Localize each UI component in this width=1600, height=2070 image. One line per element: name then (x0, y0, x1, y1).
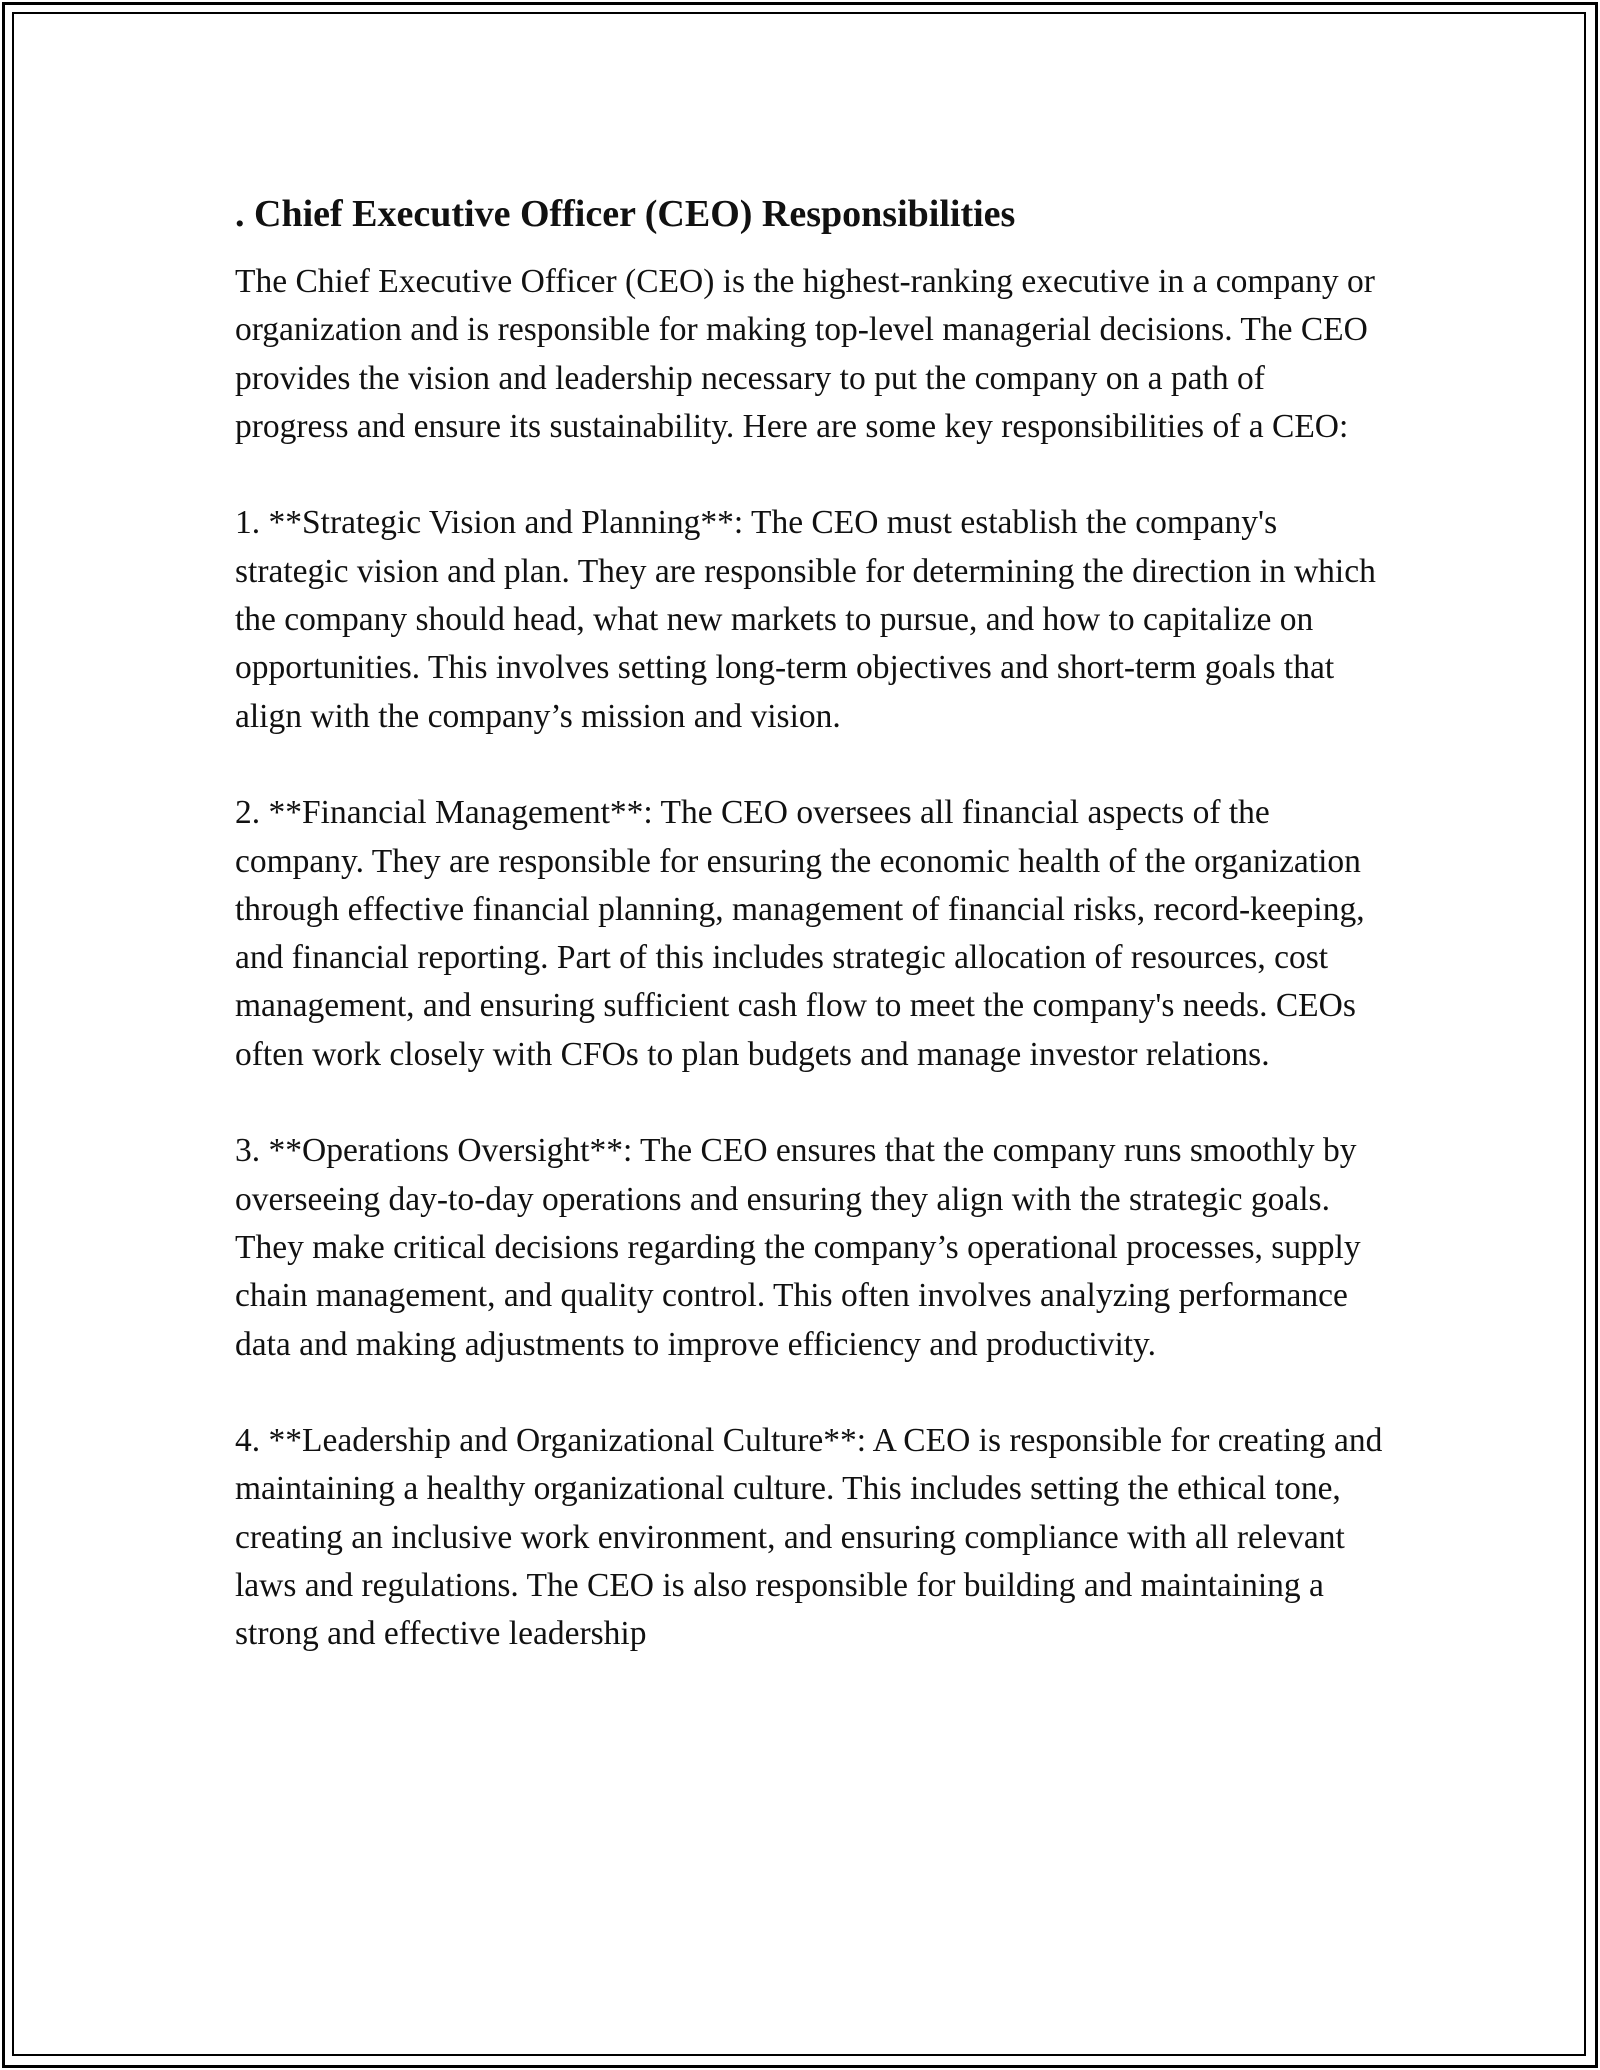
intro-paragraph: The Chief Executive Officer (CEO) is the highest-ranking executive in a company or organization and is responsible for making top-level managerial decisions. The CEO provides the vision and leadership necessary to put the company on a path of progress and ensure its sustainability. Here are some key responsibilities of a CEO: (235, 263, 1375, 445)
list-item-operations-oversight: 3. **Operations Oversight**: The CEO ensures that the company runs smoothly by overseeing day-to-day operations and ensuring they align with the strategic goals. They make critical decisions regarding the company’s operational processes, supply chain management, and quality control. This often involves analyzing performance data and making adjustments to improve efficiency and productivity. (235, 1132, 1361, 1363)
list-item-strategic-vision: 1. **Strategic Vision and Planning**: The CEO must establish the company's strategic vision and plan. They are responsible for determining the direction in which the company should head, what new markets to pursue, and how to capitalize on opportunities. This involves setting long-term objectives and short-term goals that align with the company’s mission and vision. (235, 504, 1376, 735)
document-title: . Chief Executive Officer (CEO) Responsibilities (235, 193, 1016, 235)
list-item-leadership-culture: 4. **Leadership and Organizational Culture**: A CEO is responsible for creating and maintaining a healthy organizational culture. This includes setting the ethical tone, creating an inclusive work environment, and ensuring compliance with all relevant laws and regulations. The CEO is also responsible for building and maintaining a strong and effective leadership (235, 1422, 1383, 1653)
document-body (235, 182, 1385, 1707)
list-item-financial-management: 2. **Financial Management**: The CEO oversees all financial aspects of the company. They are responsible for ensuring the economic health of the organization through effective financial planning, management of financial risks, record-keeping, and financial reporting. Part of this includes strategic allocation of resources, cost management, and ensuring sufficient cash flow to meet the company's needs. CEOs often work closely with CFOs to plan budgets and manage investor relations. (235, 794, 1365, 1073)
